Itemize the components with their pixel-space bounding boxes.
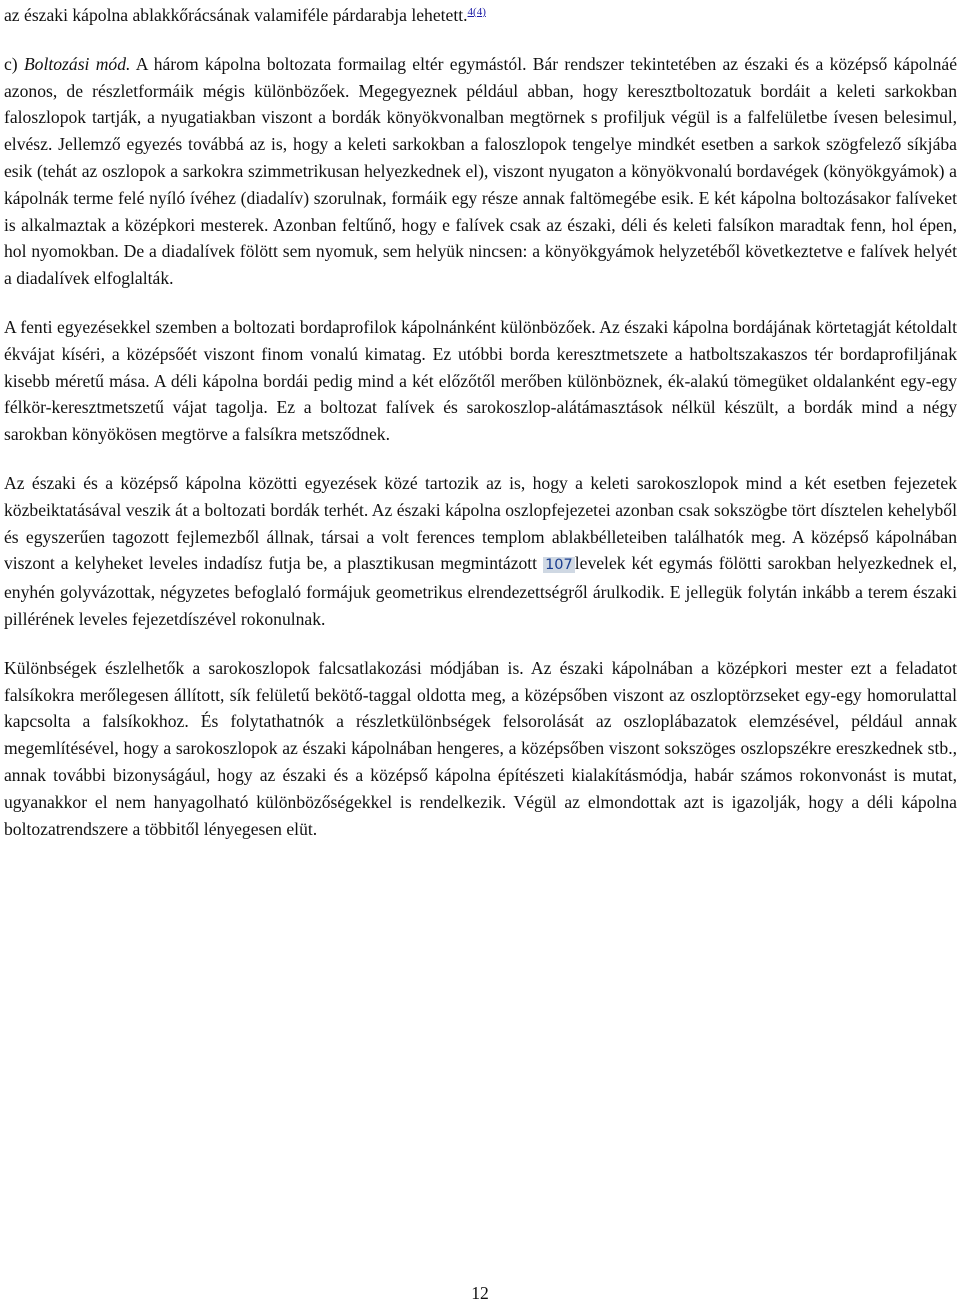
paragraph-egyezesek (4, 470, 957, 633)
paragraph-text-after: levelek két egymás fölötti sarokban helyezkednek el, enyhén golyvázottak, négyzetes befoglaló formájuk geometrikus elrendezettségről árulkodik. E jellegük folytán inkább a terem északi pillérének leveles fejezetdíszével rokonulnak. (4, 553, 957, 629)
intro-line (4, 2, 957, 29)
footnote-ref (468, 6, 486, 18)
paragraph-bordaprofilok: A fenti egyezésekkel szemben a boltozati bordaprofilok kápolnánként különbözőek. Az északi kápolna bordájának körtetagját kétoldalt ékvájat kíséri, a középsőét viszont finom vonalú kimatag. Ez utóbbi borda keresztmetszete a hatboltszakaszos tér bordaprofiljának kisebb méretű mása. A déli kápolna bordái pedig mind a két előzőtől merőben különböznek, ék-alakú tömegüket oldalanként egy-egy félkör-keresztmetszetű vájat tagolja. Ez a boltozat falívek és sarokoszlop-alátámasztások nélkül készült, a bordák mind a négy sarokban könyökösen megtörve a falsíkra metsződnek. (4, 316, 957, 445)
paragraph-kulonbsegek: Különbségek észlelhetők a sarokoszlopok falcsatlakozási módjában is. Az északi kápolnában a középkori mester ezt a feladatot falsíkokra merőlegesen állított, sík felületű bekötő-taggal oldotta meg, a középsőben viszont az oszloptörzseket egy-egy homorulattal kapcsolta a falsíkokhoz. És folytathatnók a részletkülönbségek felsorolását az oszloplábazatok elemzésével, például annak megemlítésével, hogy a sarokoszlopok az északi kápolnában hengeres, a középsőben viszont sokszöges oszlopszékre ereszkednek stb., annak további bizonyságául, hogy az északi és a középső kápolna építészeti kialakításmódja, habár számos rokonvonást is mutat, ugyanakkor el nem hanyagolható különbözőségekkel is rendelkezik. Végül az elmondottak azt is igazolják, hogy a déli kápolna boltozatrendszere a többitől lényegesen elüt. (4, 657, 957, 839)
intro-text: az északi kápolna ablakkőrácsának valamiféle párdarabja lehetett. (4, 5, 468, 25)
section-label: c) (4, 53, 24, 74)
paragraph-text: A három kápolna boltozata formailag eltér egymástól. Bár rendszer tekintetében az északi és a középső kápolnáé azonos, de részletformáik mégis különbözőek. Megegyeznek például abban, hogy keresztboltozatuk bordáit a keleti sarkokban faloszlopok tartják, a nyugatiakban viszont a bordák könyökvonalban megtörnek s profiljuk végül is a falfelületbe ívesen belesimul, elvész. Jellemző egyezés továbbá az is, hogy a keleti sarkokban a faloszlopok tengelye mindkét esetben a sarkok szögfelező síkjába esik (tehát az oszlopok a sarkokra szimmetrikusan helyezkednek el), viszont nyugaton a könyökvonalú bordavégek (könyökgyámok) a kápolnák terme felé nyíló ívéhez (diadalív) szorulnak, formáik egy része annak faltömegébe esik. E két kápolna boltozásakor falíveket is alkalmaztak a középkori mesterek. Azonban feltűnő, hogy e falívek csak az északi, déli és keleti falsíkon maradtak fenn, hol épen, hol nyomokban. De a diadalívek fölött sem nyomuk, sem helyük nincsen: a könyökgyámok helyzetéből következtetve e falívek helyét a diadalívek elfoglalták. (4, 53, 958, 289)
page-marker-link[interactable]: 107 (545, 557, 573, 574)
paragraph-boltozasi-mod (4, 51, 957, 292)
page-number: 12 (471, 1283, 489, 1303)
paragraph-text-before: Az északi és a középső kápolna közötti egyezések közé tartozik az is, hogy a keleti sarokoszlopok mind a két esetben fejezetek közbeiktatásával veszik át a boltozati bordák terhét. Az északi kápolna oszlopfejezetei azonban csak sokszögbe tört dísztelen kehelyből és egyszerűen tagozott fejlemezből állnak, társai a volt ferences templom ablakbélleteiben találhatók meg. A középső kápolnában viszont a kelyheket leveles indadísz futja be, a plasztikusan megmintázott (4, 472, 957, 574)
footnote-link[interactable]: 4(4) (467, 6, 486, 18)
document-page (4, 2, 957, 842)
section-title: Boltozási mód. (23, 53, 131, 74)
